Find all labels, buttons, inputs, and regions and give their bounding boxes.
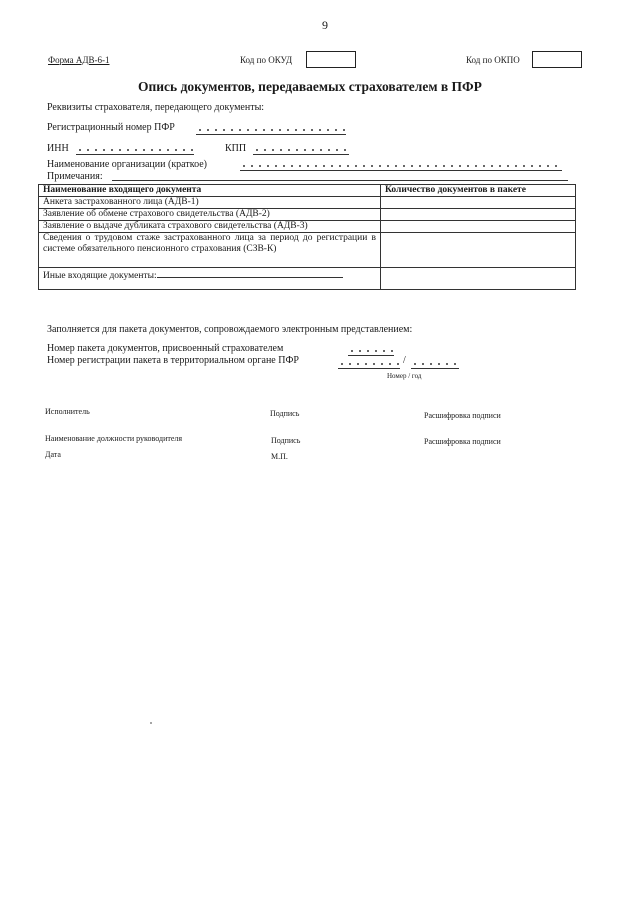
table-row [39, 268, 576, 290]
registration-year-field[interactable] [411, 358, 459, 369]
row-label-adv3: Заявление о выдаче дубликата страхового свидетельства (АДВ-3) [39, 221, 381, 233]
notes-field[interactable] [112, 180, 568, 181]
okpo-code-field[interactable] [532, 51, 582, 68]
row-label-adv2: Заявление об обмене страхового свидетельства (АДВ-2) [39, 209, 381, 221]
registration-number-field[interactable] [338, 358, 400, 369]
row-label-szvk: Сведения о трудовом стаже застрахованного лица за период до регистрации в системе обязательного пенсионного страхования (СЗВ-К) [39, 233, 381, 268]
count-cell-adv1[interactable] [381, 197, 576, 209]
count-cell-szvk[interactable] [381, 233, 576, 268]
kpp-label: КПП [225, 143, 247, 154]
package-number-field[interactable] [348, 345, 394, 356]
inn-field[interactable] [76, 144, 194, 155]
executor-label: Исполнитель [45, 407, 90, 416]
row-label-other: Иные входящие документы: [43, 271, 157, 281]
date-label: Дата [45, 450, 61, 459]
requisites-heading: Реквизиты страхователя, передающего документы: [47, 102, 265, 113]
notes-label: Примечания: [47, 171, 103, 182]
form-code: Форма АДВ-6-1 [48, 55, 110, 65]
kpp-field[interactable] [253, 144, 349, 155]
column-header-count: Количество документов в пакете [381, 185, 576, 197]
package-number-label: Номер пакета документов, присвоенный страхователем [47, 343, 284, 354]
count-cell-adv3[interactable] [381, 221, 576, 233]
registration-label: Номер регистрации пакета в территориальном органе ПФР [47, 355, 299, 366]
table-header-row [39, 185, 576, 197]
table-row [39, 197, 576, 209]
org-name-field[interactable] [240, 160, 562, 171]
document-title: Опись документов, передаваемых страхователем в ПФР [138, 79, 482, 94]
table-row [39, 209, 576, 221]
okpo-label: Код по ОКПО [466, 55, 520, 65]
executor-decoding-label: Расшифровка подписи [424, 411, 501, 420]
count-cell-adv2[interactable] [381, 209, 576, 221]
page-number: 9 [322, 18, 328, 32]
manager-signature-label: Подпись [271, 436, 301, 445]
scan-speck [150, 722, 152, 724]
manager-decoding-label: Расшифровка подписи [424, 437, 501, 446]
row-label-adv1: Анкета застрахованного лица (АДВ-1) [39, 197, 381, 209]
stamp-label: М.П. [271, 452, 288, 461]
row-other-documents [39, 268, 381, 290]
number-year-separator: / [403, 355, 406, 366]
okud-code-field[interactable] [306, 51, 356, 68]
reg-number-label: Регистрационный номер ПФР [47, 122, 175, 133]
table-row [39, 233, 576, 268]
table-row [39, 221, 576, 233]
column-header-document: Наименование входящего документа [39, 185, 381, 197]
executor-signature-label: Подпись [270, 409, 300, 418]
inn-label: ИНН [47, 143, 69, 154]
reg-number-field[interactable] [196, 124, 346, 135]
org-name-label: Наименование организации (краткое) [47, 159, 207, 170]
documents-table [38, 184, 576, 290]
number-year-caption: Номер / год [387, 372, 422, 380]
okud-label: Код по ОКУД [240, 55, 293, 65]
electronic-heading: Заполняется для пакета документов, сопровождаемого электронным представлением: [47, 324, 413, 335]
count-cell-other[interactable] [381, 268, 576, 290]
manager-position-label: Наименование должности руководителя [45, 434, 183, 443]
other-documents-field[interactable] [157, 268, 343, 278]
